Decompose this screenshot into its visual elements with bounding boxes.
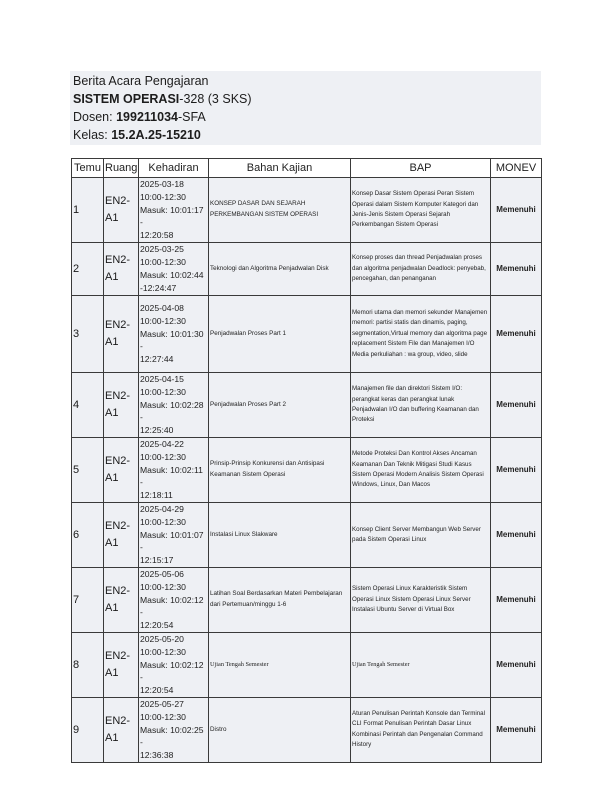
- lecturer-line: Dosen: 199211034-SFA: [73, 110, 206, 124]
- cell-ruang: EN2- A1: [104, 632, 139, 697]
- cell-kehadiran: 2025-04-22 10:00-12:30 Masuk: 10:02:11 - 12:18:11: [139, 437, 209, 502]
- cell-temu: 7: [72, 567, 104, 632]
- cell-ruang: EN2- A1: [104, 437, 139, 502]
- col-header-ruang: Ruang: [104, 159, 139, 178]
- cell-ruang: EN2- A1: [104, 372, 139, 437]
- course-code: -328 (3 SKS): [179, 92, 252, 106]
- table-row: [72, 295, 542, 372]
- cell-bahan-kajian: Teknologi dan Algoritma Penjadwalan Disk: [209, 242, 351, 295]
- cell-bap: Metode Proteksi Dan Kontrol Akses Ancaman Keamanan Dan Teknik Mitigasi Studi Kasus Sistem Operasi Modern Analisis Sistem Operasi Windows, Linux, Dan Macos: [351, 437, 491, 502]
- page-title: Berita Acara Pengajaran: [73, 74, 209, 88]
- cell-monev: Memenuhi: [491, 372, 542, 437]
- table-row: [72, 242, 542, 295]
- cell-monev: Memenuhi: [491, 178, 542, 243]
- cell-monev: Memenuhi: [491, 437, 542, 502]
- cell-ruang: EN2- A1: [104, 567, 139, 632]
- cell-bahan-kajian: Penjadwalan Proses Part 1: [209, 295, 351, 372]
- table-row: [72, 178, 542, 243]
- table-header-row: [72, 159, 542, 178]
- cell-ruang: EN2- A1: [104, 242, 139, 295]
- col-header-monev: MONEV: [491, 159, 542, 178]
- cell-kehadiran: 2025-03-25 10:00-12:30 Masuk: 10:02:44 -12:24:47: [139, 242, 209, 295]
- col-header-temu: Temu: [72, 159, 104, 178]
- cell-bap: Ujian Tengah Semester: [351, 632, 491, 697]
- cell-bap: Konsep proses dan thread Penjadwalan proses dan algoritma penjadwalan Deadlock: penyebab, pencegahan, dan penanganan: [351, 242, 491, 295]
- cell-bahan-kajian: Prinsip-Prinsip Konkurensi dan Antisipasi Keamanan Sistem Operasi: [209, 437, 351, 502]
- course-name: SISTEM OPERASI: [73, 92, 180, 106]
- bap-table: [71, 158, 542, 763]
- cell-bap: Sistem Operasi Linux Karakteristik Sistem Operasi Linux Sistem Operasi Linux Server Instalasi Ubuntu Server di Virtual Box: [351, 567, 491, 632]
- cell-temu: 6: [72, 502, 104, 567]
- table-row: [72, 567, 542, 632]
- cell-ruang: EN2- A1: [104, 295, 139, 372]
- cell-bap: Konsep Dasar Sistem Operasi Peran Sistem Operasi dalam Sistem Komputer Kategori dan Jenis-Jenis Sistem Operasi Sejarah Perkembangan Sistem Operasi: [351, 178, 491, 243]
- cell-monev: Memenuhi: [491, 632, 542, 697]
- cell-monev: Memenuhi: [491, 502, 542, 567]
- cell-bahan-kajian: Penjadwalan Proses Part 2: [209, 372, 351, 437]
- cell-temu: 8: [72, 632, 104, 697]
- table-row: [72, 372, 542, 437]
- cell-monev: Memenuhi: [491, 697, 542, 762]
- cell-ruang: EN2- A1: [104, 502, 139, 567]
- cell-bahan-kajian: Instalasi Linux Slakware: [209, 502, 351, 567]
- table-row: [72, 697, 542, 762]
- cell-monev: Memenuhi: [491, 242, 542, 295]
- table-row: [72, 437, 542, 502]
- cell-kehadiran: 2025-04-29 10:00-12:30 Masuk: 10:01:07 - 12:15:17: [139, 502, 209, 567]
- cell-temu: 9: [72, 697, 104, 762]
- cell-bap: Manajemen file dan direktori Sistem I/O: perangkat keras dan perangkat lunak Penjadwalan I/O dan buffering Keamanan dan Proteksi: [351, 372, 491, 437]
- cell-ruang: EN2- A1: [104, 178, 139, 243]
- cell-temu: 3: [72, 295, 104, 372]
- class-value: 15.2A.25-15210: [111, 128, 201, 142]
- cell-temu: 1: [72, 178, 104, 243]
- lecturer-id: 199211034: [116, 110, 178, 124]
- cell-bap: Memori utama dan memori sekunder Manajemen memori: partisi statis dan dinamis, paging, segmentation,Virtual memory dan algoritma page replacement Sistem File dan Manajemen I/O Media perkuliahan : wa group, video, slide: [351, 295, 491, 372]
- col-header-bahan-kajian: Bahan Kajian: [209, 159, 351, 178]
- cell-kehadiran: 2025-05-20 10:00-12:30 Masuk: 10:02:12 - 12:20:54: [139, 632, 209, 697]
- cell-bahan-kajian: Distro: [209, 697, 351, 762]
- cell-bahan-kajian: Ujian Tengah Semester: [209, 632, 351, 697]
- cell-temu: 5: [72, 437, 104, 502]
- cell-kehadiran: 2025-04-15 10:00-12:30 Masuk: 10:02:28 - 12:25:40: [139, 372, 209, 437]
- cell-bap: Aturan Penulisan Perintah Konsole dan Terminal CLI Format Penulisan Perintah Dasar Linux Kombinasi Perintah dan Pengenalan Command History: [351, 697, 491, 762]
- cell-temu: 4: [72, 372, 104, 437]
- cell-kehadiran: 2025-04-08 10:00-12:30 Masuk: 10:01:30 - 12:27:44: [139, 295, 209, 372]
- cell-kehadiran: 2025-05-27 10:00-12:30 Masuk: 10:02:25 - 12:36:38: [139, 697, 209, 762]
- cell-monev: Memenuhi: [491, 567, 542, 632]
- cell-ruang: EN2- A1: [104, 697, 139, 762]
- cell-kehadiran: 2025-03-18 10:00-12:30 Masuk: 10:01:17 - 12:20:58: [139, 178, 209, 243]
- cell-bap: Konsep Client Server Membangun Web Server pada Sistem Operasi Linux: [351, 502, 491, 567]
- class-line: Kelas: 15.2A.25-15210: [73, 128, 201, 142]
- cell-kehadiran: 2025-05-06 10:00-12:30 Masuk: 10:02:12 - 12:20:54: [139, 567, 209, 632]
- cell-bahan-kajian: KONSEP DASAR DAN SEJARAH PERKEMBANGAN SISTEM OPERASI: [209, 178, 351, 243]
- col-header-kehadiran: Kehadiran: [139, 159, 209, 178]
- cell-monev: Memenuhi: [491, 295, 542, 372]
- cell-bahan-kajian: Latihan Soal Berdasarkan Materi Pembelajaran dari Pertemuan/minggu 1-6: [209, 567, 351, 632]
- course-line: [73, 92, 252, 107]
- table-row: [72, 632, 542, 697]
- table-row: [72, 502, 542, 567]
- cell-temu: 2: [72, 242, 104, 295]
- col-header-bap: BAP: [351, 159, 491, 178]
